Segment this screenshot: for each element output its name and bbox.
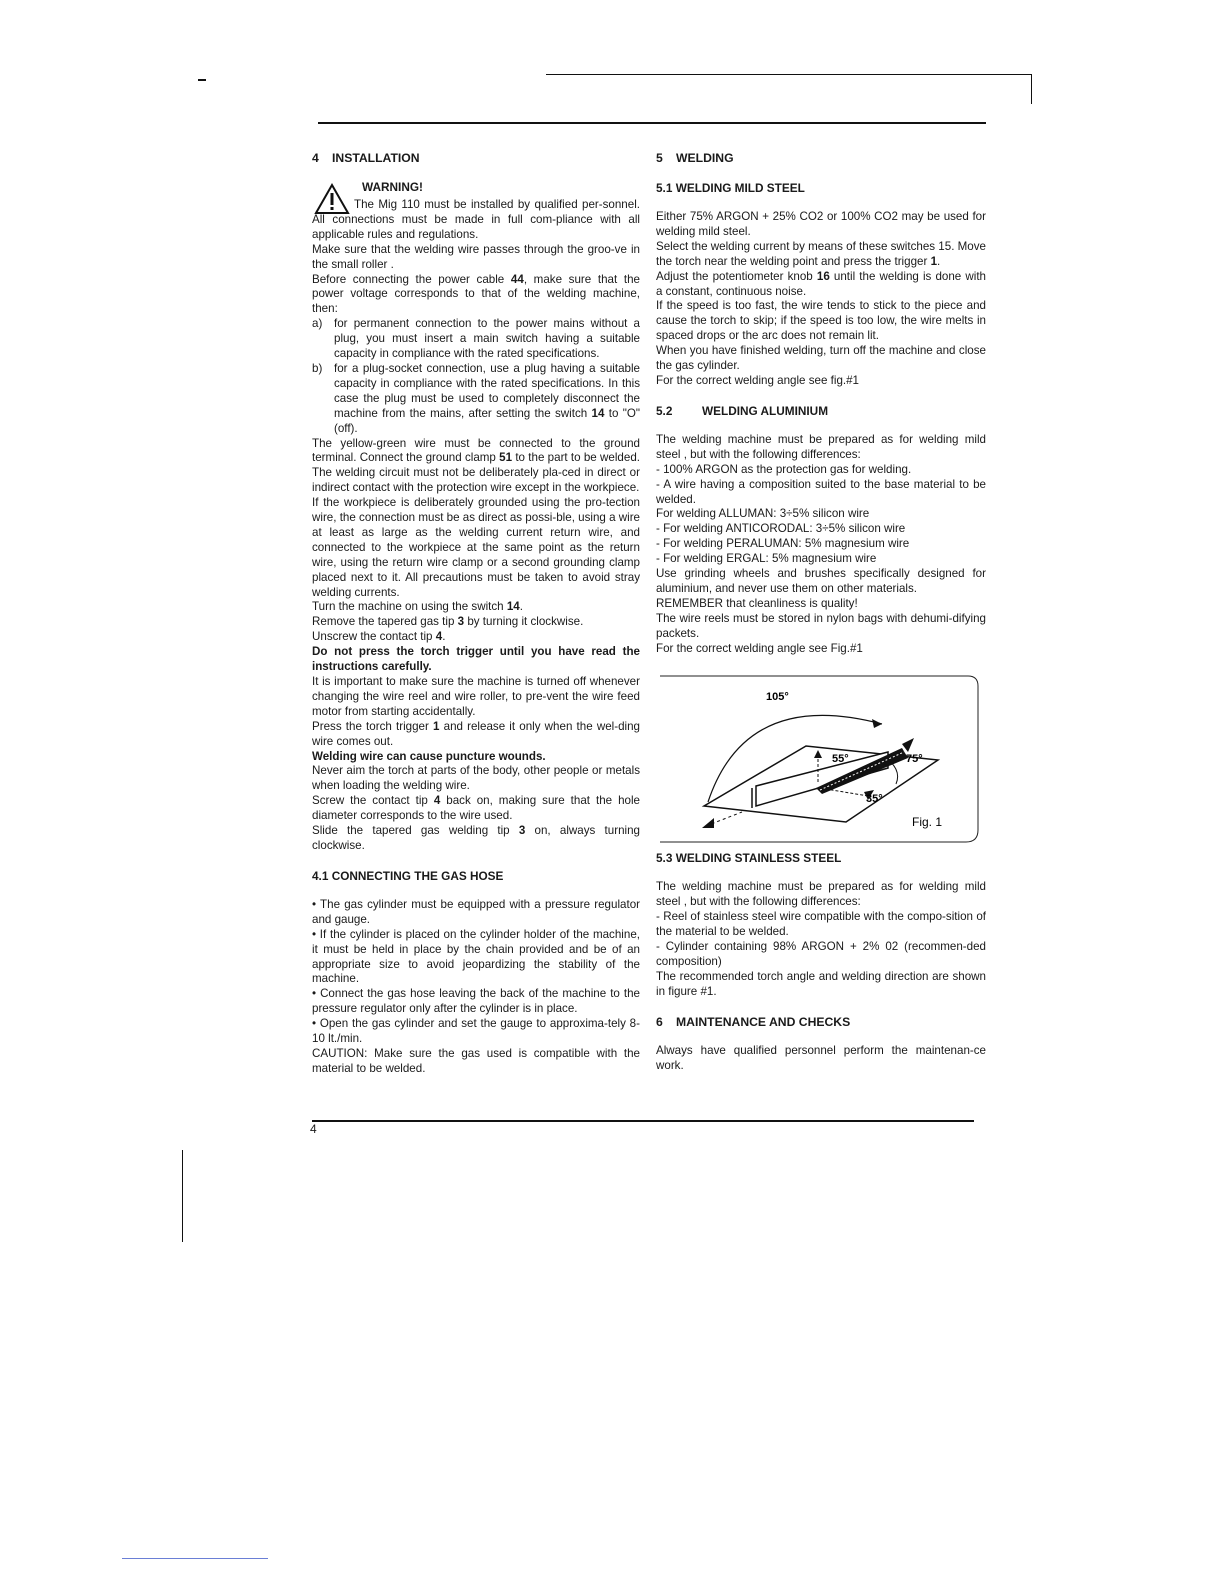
warning-puncture: Welding wire can cause puncture wounds.: [312, 749, 546, 763]
paragraph-slide-tip: Slide the tapered gas welding tip 3 on, always turning clockwise.: [312, 824, 640, 852]
paragraph-remove-tip: Remove the tapered gas tip 3 by turning it clockwise.: [312, 615, 584, 629]
paragraph-unscrew: Unscrew the contact tip 4.: [312, 630, 446, 644]
angle-label-75: 75°: [906, 753, 923, 766]
bullet-connect-hose: • Connect the gas hose leaving the back of the machine to the pressure regulator only after the cylinder is in place.: [312, 987, 640, 1016]
section-heading-mild-steel: 5.1 WELDING MILD STEEL: [656, 181, 805, 195]
section-heading-stainless-steel: 5.3 WELDING STAINLESS STEEL: [656, 851, 842, 866]
warning-text: The Mig 110 must be installed by qualified per-sonnel. All connections must be made in full com-pliance with all applicable rules and regulations.: [312, 198, 640, 241]
paragraph-press-trigger: Press the torch trigger 1 and release it only when the wel-ding wire comes out.: [312, 719, 640, 748]
bullet-cylinder-holder: • If the cylinder is placed on the cylinder holder of the machine, it must be held in place by the chain provided and be of an appropriate size to avoid jeopardizing the stability of the machine.: [312, 927, 640, 986]
paragraph-gas-mix: Either 75% ARGON + 25% CO2 or 100% CO2 may be used for welding mild steel.: [656, 210, 986, 238]
right-column: [656, 150, 986, 1074]
paragraph-never-aim: Never aim the torch at parts of the body, other people or metals when loading the welding wire.: [312, 764, 640, 793]
paragraph-speed: If the speed is too fast, the wire tends to stick to the piece and cause the torch to skip; if the speed is too low, the wire melts in spaced drops or the arc does not remain lit.: [656, 299, 986, 343]
paragraph-caution: CAUTION: Make sure the gas used is compatible with the material to be welded.: [312, 1046, 640, 1075]
paragraph-maintenance: Always have qualified personnel perform the maintenan-ce work.: [656, 1043, 986, 1072]
binding-edge-line: [182, 1150, 183, 1242]
top-frame-line: [546, 74, 1032, 75]
list-item-a: a) for permanent connection to the power mains without a plug, you must insert a main switch having a suitable capacity in compliance with the rated specifications.: [312, 317, 640, 361]
scan-mark-top-left: [198, 79, 206, 81]
alu-list-ergal: - For welding ERGAL: 5% magnesium wire: [656, 552, 877, 566]
section-heading-maintenance: 6 MAINTENANCE AND CHECKS: [656, 1014, 851, 1029]
paragraph-turn-on: Turn the machine on using the switch 14.: [312, 600, 523, 614]
header-rule: [318, 122, 986, 124]
ss-difference-cylinder: - Cylinder containing 98% ARGON + 2% 02 (recommen-ded composition): [656, 940, 986, 968]
alu-list-alluman: For welding ALLUMAN: 3÷5% silicon wire: [656, 507, 870, 521]
welding-angle-diagram: [656, 666, 980, 844]
paragraph-yellow-green: The yellow-green wire must be connected to the ground terminal. Connect the ground clamp 51 to the part to be welded. The welding circuit must not be deliberately pla-ced in direct or indirect contact with the protection wire except in the workpiece.: [312, 436, 640, 495]
paragraph-select-current: Select the welding current by means of these switches 15. Move the torch near the welding point and press the trigger 1.: [656, 239, 986, 268]
paragraph-finished: When you have finished welding, turn off the machine and close the gas cylinder.: [656, 344, 986, 373]
paragraph-groove: Make sure that the welding wire passes through the groo-ve in the small roller .: [312, 242, 640, 271]
section-heading-installation: 4 INSTALLATION: [312, 151, 420, 165]
welding-angle-figure: [656, 666, 980, 844]
paragraph-before-connecting: Before connecting the power cable 44, make sure that the power voltage corresponds to that of the welding machine, then:: [312, 272, 640, 316]
paragraph-grounding: If the workpiece is deliberately grounded using the pro-tection wire, the connection must be as direct as possi-ble, using a wire at least as large as the welding current return wire, and connected to the workpiece at the same point as the return wire, using the return wire clamp or a second grounding clamp placed next to it. All precautions must be taken to avoid stray welding currents.: [312, 496, 641, 599]
alu-list-peraluman: - For welding PERALUMAN: 5% magnesium wire: [656, 537, 910, 551]
alu-difference-wire: - A wire having a composition suited to the base material to be welded.: [656, 477, 986, 506]
paragraph-screw-tip: Screw the contact tip 4 back on, making sure that the hole diameter corresponds to the wire used.: [312, 794, 640, 823]
scan-blue-line: [122, 1558, 268, 1559]
paragraph-angle-ref-1: For the correct welding angle see fig.#1: [656, 373, 860, 387]
paragraph-angle-ref-2: For the correct welding angle see Fig.#1: [656, 641, 863, 655]
list-item-b: b) for a plug-socket connection, use a plug having a suitable capacity in compliance with the rated specifications. In this case the plug must be used to completely disconnect the machine from the mains, after setting the switch 14 to "O" (off).: [312, 361, 640, 435]
footer-rule: [312, 1120, 974, 1122]
angle-label-35: 35°: [866, 793, 883, 806]
section-heading-welding: 5 WELDING: [656, 151, 734, 165]
paragraph-important: It is important to make sure the machine is turned off whenever changing the wire reel and wire roller, to pre-vent the wire feed motor from starting accidentally.: [312, 675, 640, 718]
bullet-open-cylinder: • Open the gas cylinder and set the gauge to approxima-tely 8-10 lt./min.: [312, 1017, 640, 1046]
paragraph-ss-intro: The welding machine must be prepared as for welding mild steel , but with the following differences:: [656, 880, 986, 909]
figure-label: Fig. 1: [912, 815, 943, 830]
top-frame-corner: [1031, 74, 1032, 104]
ss-difference-reel: - Reel of stainless steel wire compatible with the compo-sition of the material to be welded.: [656, 910, 986, 939]
warning-do-not-press: Do not press the torch trigger until you have read the instructions carefully.: [312, 645, 640, 674]
left-column: [312, 150, 640, 1077]
paragraph-remember: REMEMBER that cleanliness is quality!: [656, 596, 858, 610]
paragraph-alu-intro: The welding machine must be prepared as for welding mild steel , but with the following differences:: [656, 432, 986, 461]
alu-list-anticorodal: - For welding ANTICORODAL: 3÷5% silicon wire: [656, 522, 906, 536]
angle-label-55: 55°: [832, 753, 849, 766]
warning-title: WARNING!: [362, 180, 423, 194]
warning-triangle-icon: [312, 182, 352, 216]
paragraph-wire-reels: The wire reels must be stored in nylon bags with dehumi-difying packets.: [656, 611, 986, 640]
paragraph-grinding: Use grinding wheels and brushes specifically designed for aluminium, and never use them on other materials.: [656, 567, 986, 595]
bullet-pressure-regulator: • The gas cylinder must be equipped with a pressure regulator and gauge.: [312, 897, 640, 926]
angle-label-105: 105°: [766, 691, 789, 704]
alu-difference-gas: - 100% ARGON as the protection gas for welding.: [656, 462, 912, 476]
paragraph-ss-recommended: The recommended torch angle and welding direction are shown in figure #1.: [656, 969, 986, 998]
paragraph-adjust-knob: Adjust the potentiometer knob 16 until the welding is done with a constant, continuous noise.: [656, 269, 986, 298]
section-heading-gas-hose: 4.1 CONNECTING THE GAS HOSE: [312, 868, 504, 883]
section-heading-aluminium: 5.2 WELDING ALUMINIUM: [656, 403, 829, 418]
page-number: 4: [310, 1122, 317, 1136]
